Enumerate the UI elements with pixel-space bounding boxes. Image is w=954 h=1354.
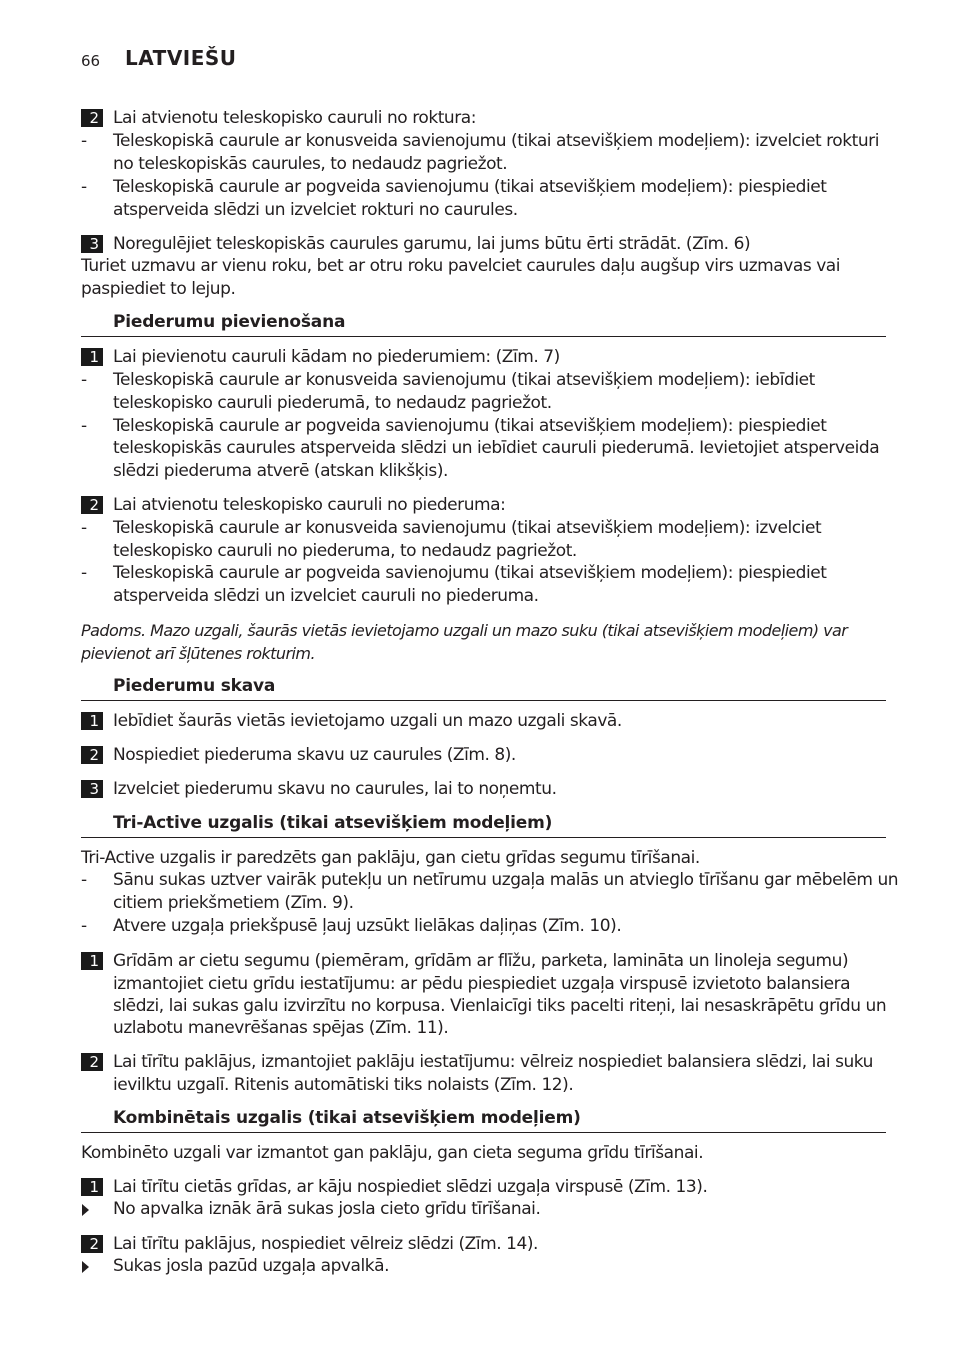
step-text: Lai atvienotu teleskopisko cauruli no piederuma: xyxy=(113,495,506,515)
step-number: 1 xyxy=(81,1178,103,1196)
bullet-text: Teleskopiskā caurule ar konusveida savienojumu (tikai atsevišķiem modeļiem): iebīdiet xyxy=(113,370,815,390)
step-text: Iebīdiet šaurās vietās ievietojamo uzgali un mazo uzgali skavā. xyxy=(113,711,622,731)
section-rule xyxy=(81,837,886,838)
step-text: Izvelciet piederumu skavu no caurules, lai to noņemtu. xyxy=(113,779,557,799)
step-number: 1 xyxy=(81,348,103,366)
dash-bullet: - xyxy=(81,177,88,197)
step-number: 2 xyxy=(81,1235,103,1253)
dash-bullet: - xyxy=(81,916,88,936)
dash-bullet: - xyxy=(81,416,88,436)
step-text: uzlabotu manevrēšanas spējas (Zīm. 11). xyxy=(113,1018,449,1038)
step-text: Lai tīrītu paklājus, nospiediet vēlreiz slēdzi (Zīm. 14). xyxy=(113,1234,538,1254)
bullet-text: atsperveida slēdzi un izvelciet cauruli no piederuma. xyxy=(113,586,539,606)
step-number: 2 xyxy=(81,109,103,127)
bullet-text: teleskopisko cauruli no piederuma, to nedaudz pagriežot. xyxy=(113,541,577,561)
bullet-text: Teleskopiskā caurule ar konusveida savienojumu (tikai atsevišķiem modeļiem): izvelciet rokturi xyxy=(113,131,879,151)
bullet-text: teleskopisko cauruli piederumā, to nedaudz pagriežot. xyxy=(113,393,552,413)
bullet-text: Atvere uzgaļa priekšpusē ļauj uzsūkt lielākas daļiņas (Zīm. 10). xyxy=(113,916,622,936)
bullet-text: Teleskopiskā caurule ar pogveida savienojumu (tikai atsevišķiem modeļiem): piespiediet xyxy=(113,563,827,583)
bullet-text: no teleskopiskās caurules, to nedaudz pagriežot. xyxy=(113,154,508,174)
language-title: LATVIEŠU xyxy=(125,46,237,70)
result-arrow-icon xyxy=(82,1261,89,1273)
bullet-text: teleskopiskās caurules atsperveida slēdzi un iebīdiet cauruli piederumā. Ievietojiet atsperveida xyxy=(113,438,880,458)
paragraph-text: Tri-Active uzgalis ir paredzēts gan paklāju, gan cietu grīdas segumu tīrīšanai. xyxy=(81,848,700,868)
section-rule xyxy=(81,700,886,701)
bullet-text: slēdzi piederuma atverē (atskan klikšķis). xyxy=(113,461,448,481)
dash-bullet: - xyxy=(81,563,88,583)
step-text: slēdzi, lai sukas galu izvirzītu no korpusa. Vienlaicīgi tiks pacelti riteņi, lai nesaskrāpētu grīdu un xyxy=(113,996,887,1016)
step-text: Grīdām ar cietu segumu (piemēram, grīdām ar flīžu, parketa, lamināta un linoleja segumu) xyxy=(113,951,849,971)
step-text: Lai pievienotu cauruli kādam no piederumiem: (Zīm. 7) xyxy=(113,347,560,367)
step-number: 3 xyxy=(81,780,103,798)
tip-text: Padoms. Mazo uzgali, šaurās vietās ievietojamo uzgali un mazo suku (tikai atsevišķiem modeļiem) var xyxy=(81,621,848,640)
dash-bullet: - xyxy=(81,870,88,890)
bullet-text: Sānu sukas uztver vairāk putekļu un netīrumu uzgaļa malās un atvieglo tīrīšanu gar mēbelēm un xyxy=(113,870,899,890)
dash-bullet: - xyxy=(81,370,88,390)
step-text: Nospiediet piederuma skavu uz caurules (Zīm. 8). xyxy=(113,745,516,765)
result-text: Sukas josla pazūd uzgaļa apvalkā. xyxy=(113,1256,390,1276)
section-rule xyxy=(81,336,886,337)
section-rule xyxy=(81,1132,886,1133)
step-number: 1 xyxy=(81,712,103,730)
step-text: Lai atvienotu teleskopisko cauruli no roktura: xyxy=(113,108,477,128)
step-text: Lai tīrītu paklājus, izmantojiet paklāju iestatījumu: vēlreiz nospiediet balansiera slēdzi, lai suku xyxy=(113,1052,873,1072)
paragraph-text: Turiet uzmavu ar vienu roku, bet ar otru roku pavelciet caurules daļu augšup virs uzmavas vai xyxy=(81,256,841,276)
step-number: 3 xyxy=(81,235,103,253)
step-text: izmantojiet cietu grīdu iestatījumu: ar pēdu piespiediet uzgaļa virspusē izvietoto balansiera xyxy=(113,974,851,994)
step-text: ievilktu uzgalī. Ritenis automātiski tiks nolaists (Zīm. 12). xyxy=(113,1075,574,1095)
step-number: 2 xyxy=(81,1053,103,1071)
bullet-text: Teleskopiskā caurule ar pogveida savienojumu (tikai atsevišķiem modeļiem): piespiediet xyxy=(113,416,827,436)
page-number: 66 xyxy=(81,52,101,70)
tip-text: pievienot arī šļūtenes rokturim. xyxy=(81,644,315,663)
section-heading: Piederumu skava xyxy=(113,676,276,696)
step-number: 1 xyxy=(81,952,103,970)
bullet-text: Teleskopiskā caurule ar konusveida savienojumu (tikai atsevišķiem modeļiem): izvelciet xyxy=(113,518,822,538)
step-text: Noregulējiet teleskopiskās caurules garumu, lai jums būtu ērti strādāt. (Zīm. 6) xyxy=(113,234,751,254)
section-heading: Kombinētais uzgalis (tikai atsevišķiem modeļiem) xyxy=(113,1108,581,1128)
dash-bullet: - xyxy=(81,131,88,151)
section-heading: Tri-Active uzgalis (tikai atsevišķiem modeļiem) xyxy=(113,813,553,833)
section-heading: Piederumu pievienošana xyxy=(113,312,346,332)
dash-bullet: - xyxy=(81,518,88,538)
paragraph-text: paspiediet to lejup. xyxy=(81,279,236,299)
step-text: Lai tīrītu cietās grīdas, ar kāju nospiediet slēdzi uzgaļa virspusē (Zīm. 13). xyxy=(113,1177,708,1197)
step-number: 2 xyxy=(81,746,103,764)
bullet-text: atsperveida slēdzi un izvelciet rokturi no caurules. xyxy=(113,200,518,220)
paragraph-text: Kombinēto uzgali var izmantot gan paklāju, gan cieta seguma grīdu tīrīšanai. xyxy=(81,1143,704,1163)
bullet-text: Teleskopiskā caurule ar pogveida savienojumu (tikai atsevišķiem modeļiem): piespiediet xyxy=(113,177,827,197)
result-text: No apvalka iznāk ārā sukas josla cieto grīdu tīrīšanai. xyxy=(113,1199,541,1219)
bullet-text: citiem priekšmetiem (Zīm. 9). xyxy=(113,893,354,913)
result-arrow-icon xyxy=(82,1204,89,1216)
step-number: 2 xyxy=(81,496,103,514)
